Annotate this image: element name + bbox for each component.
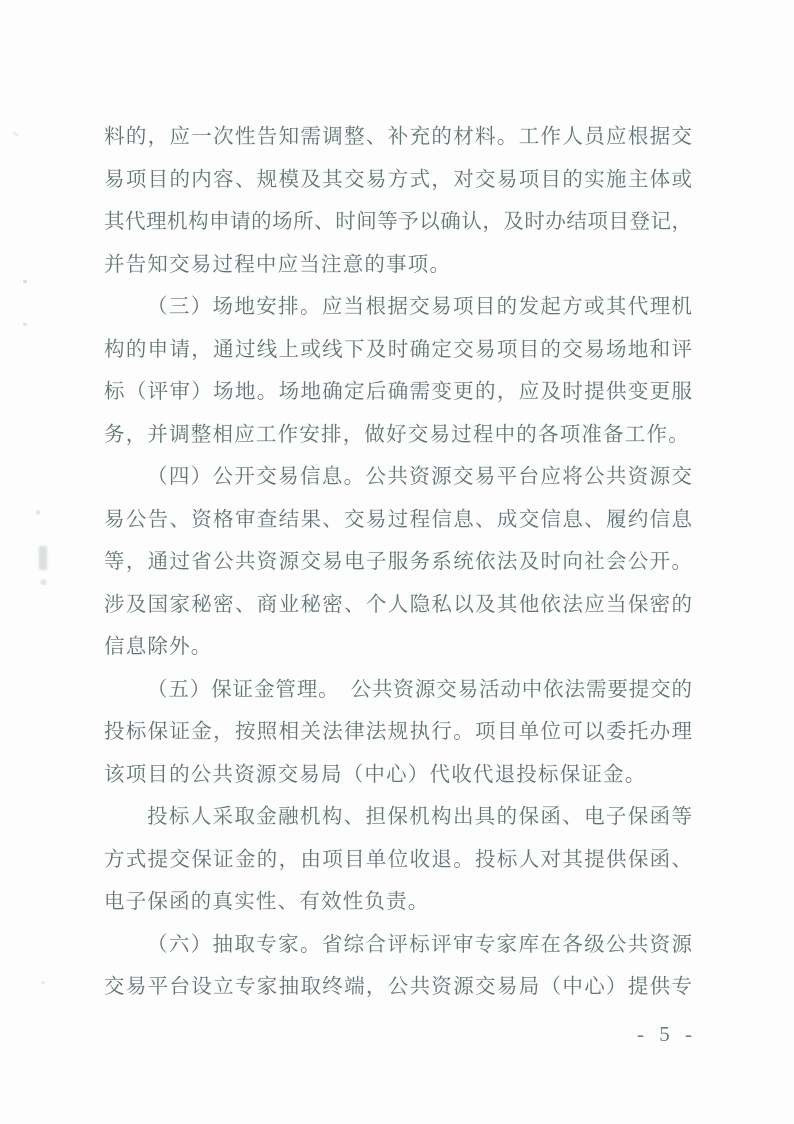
text-line: 并告知交易过程中应当注意的事项。	[104, 253, 452, 276]
text-line: 交易平台设立专家抽取终端，公共资源交易局（中心）提供专	[104, 976, 692, 998]
text-line: 标（评审）场地。场地确定后确需变更的，应及时提供变更服	[104, 381, 692, 403]
text-line: 务，并调整相应工作安排，做好交易过程中的各项准备工作。	[104, 423, 690, 446]
text-line: 信息除外。	[104, 636, 213, 658]
document-body	[104, 116, 692, 1009]
scan-artifact	[39, 546, 47, 570]
text-line: （三）场地安排。应当根据交易项目的发起方或其代理机	[147, 296, 692, 318]
text-line: 等，通过省公共资源交易电子服务系统依法及时向社会公开。	[104, 551, 692, 573]
scan-artifact	[36, 510, 40, 515]
text-line: 构的申请，通过线上或线下及时确定交易项目的交易场地和评	[104, 338, 692, 361]
text-line: （六）抽取专家。省综合评标评审专家库在各级公共资源	[147, 933, 692, 956]
text-line: 其代理机构申请的场所、时间等予以确认，及时办结项目登记，	[104, 211, 692, 233]
text-line: 电子保函的真实性、有效性负责。	[104, 891, 430, 913]
scan-artifact	[23, 280, 27, 283]
text-line: 投标保证金，按照相关法律法规执行。项目单位可以委托办理	[104, 721, 692, 743]
scan-artifact	[41, 981, 45, 984]
text-line: （四）公开交易信息。公共资源交易平台应将公共资源交	[147, 466, 692, 488]
page-number: - 5 -	[637, 1022, 697, 1046]
text-line: 料的，应一次性告知需调整、补充的材料。工作人员应根据交	[104, 126, 692, 148]
scan-artifact	[23, 323, 27, 326]
text-line: （五）保证金管理。 公共资源交易活动中依法需要提交的	[147, 678, 692, 701]
scan-artifact	[40, 579, 47, 585]
text-line: 涉及国家秘密、商业秘密、个人隐私以及其他依法应当保密的	[104, 593, 692, 616]
text-line: 方式提交保证金的，由项目单位收退。投标人对其提供保函、	[104, 848, 692, 871]
text-line: 易公告、资格审查结果、交易过程信息、成交信息、履约信息	[104, 508, 692, 531]
text-line: 易项目的内容、规模及其交易方式，对交易项目的实施主体或	[104, 168, 692, 191]
scan-artifact	[12, 131, 19, 137]
text-line: 投标人采取金融机构、担保机构出具的保函、电子保函等	[147, 806, 692, 828]
text-line: 该项目的公共资源交易局（中心）代收代退投标保证金。	[104, 763, 647, 786]
